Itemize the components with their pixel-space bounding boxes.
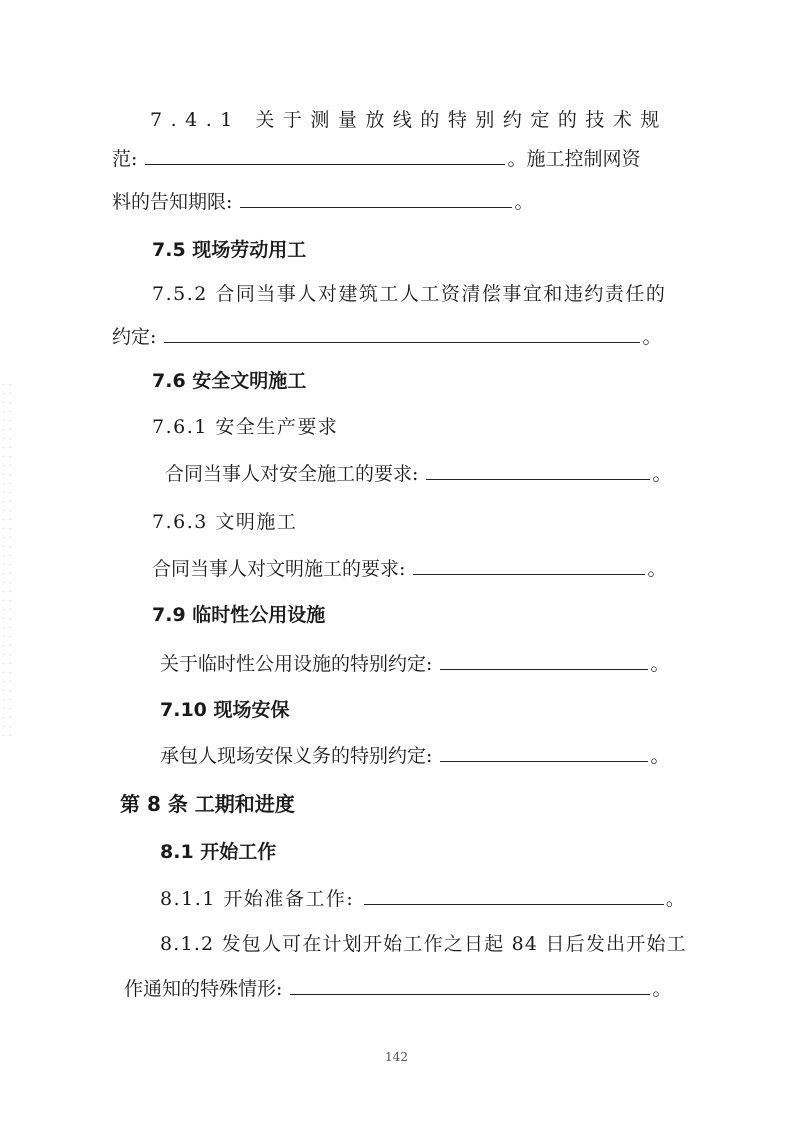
period-mark: 。	[514, 191, 534, 213]
blank-7-4-1-period[interactable]	[240, 189, 512, 208]
period-mark: 。	[650, 745, 670, 767]
heading-8-1: 8.1 开始工作	[160, 841, 277, 863]
clause-7-9-req	[160, 651, 669, 676]
clause-7-10-req	[160, 743, 669, 768]
clause-8-1-2-line1	[160, 932, 687, 956]
clause-7-4-1-text: 7.4.1 关于测量放线的特别约定的技术规	[150, 109, 668, 131]
clause-7-4-1-line2	[112, 146, 640, 171]
clause-8-1-1-label: 8.1.1 开始准备工作:	[160, 888, 355, 910]
clause-7-9-label: 关于临时性公用设施的特别约定:	[160, 653, 433, 675]
clause-7-4-1-notice-period: 料的告知期限:	[112, 191, 233, 213]
clause-7-6-3-req	[152, 556, 666, 581]
heading-7-10: 7.10 现场安保	[160, 699, 290, 721]
blank-7-6-1[interactable]	[426, 461, 650, 480]
clause-7-10-label: 承包人现场安保义务的特别约定:	[160, 745, 433, 767]
heading-7-9: 7.9 临时性公用设施	[152, 604, 326, 626]
period-mark: 。	[652, 978, 672, 1000]
period-mark: 。	[665, 888, 687, 910]
clause-8-1-1	[160, 886, 686, 911]
blank-7-4-1-standard[interactable]	[145, 146, 505, 165]
clause-8-1-2-label: 作通知的特殊情形:	[124, 978, 283, 1000]
page-number: 142	[385, 1050, 408, 1064]
blank-8-1-1[interactable]	[364, 886, 664, 905]
period-mark: 。	[652, 463, 672, 485]
clause-7-4-1-line3	[112, 189, 533, 214]
period-mark: 。	[642, 326, 662, 348]
clause-7-5-2-line1	[152, 282, 666, 306]
article-8-heading: 第 8 条 工期和进度	[120, 792, 295, 816]
heading-7-6: 7.6 安全文明施工	[152, 370, 307, 392]
clause-7-6-3-label: 合同当事人对文明施工的要求:	[152, 558, 406, 580]
clause-7-4-1-control-network: 。施工控制网资	[507, 148, 641, 170]
period-mark: 。	[650, 653, 670, 675]
blank-7-9[interactable]	[440, 651, 648, 670]
clause-7-6-1-label: 合同当事人对安全施工的要求:	[165, 463, 419, 485]
clause-7-5-2-line2	[112, 324, 661, 349]
blank-8-1-2[interactable]	[290, 976, 650, 995]
heading-7-5: 7.5 现场劳动用工	[152, 239, 307, 261]
clause-7-4-1-label: 范:	[112, 148, 138, 170]
scan-specks	[0, 380, 14, 740]
clause-7-6-3: 7.6.3 文明施工	[152, 511, 298, 533]
clause-8-1-2-line2	[124, 976, 671, 1001]
clause-7-4-1-line1	[150, 108, 668, 132]
clause-7-6-1-req	[165, 461, 671, 486]
clause-7-5-2-text: 7.5.2 合同当事人对建筑工人工资清偿事宜和违约责任的	[152, 283, 667, 305]
period-mark: 。	[647, 558, 667, 580]
clause-7-6-1: 7.6.1 安全生产要求	[152, 416, 339, 438]
blank-7-10[interactable]	[440, 743, 648, 762]
blank-7-5-2[interactable]	[164, 324, 640, 343]
clause-7-5-2-label: 约定:	[112, 326, 157, 348]
blank-7-6-3[interactable]	[413, 556, 645, 575]
clause-8-1-2-text: 8.1.2 发包人可在计划开始工作之日起 84 日后发出开始工	[160, 933, 687, 955]
